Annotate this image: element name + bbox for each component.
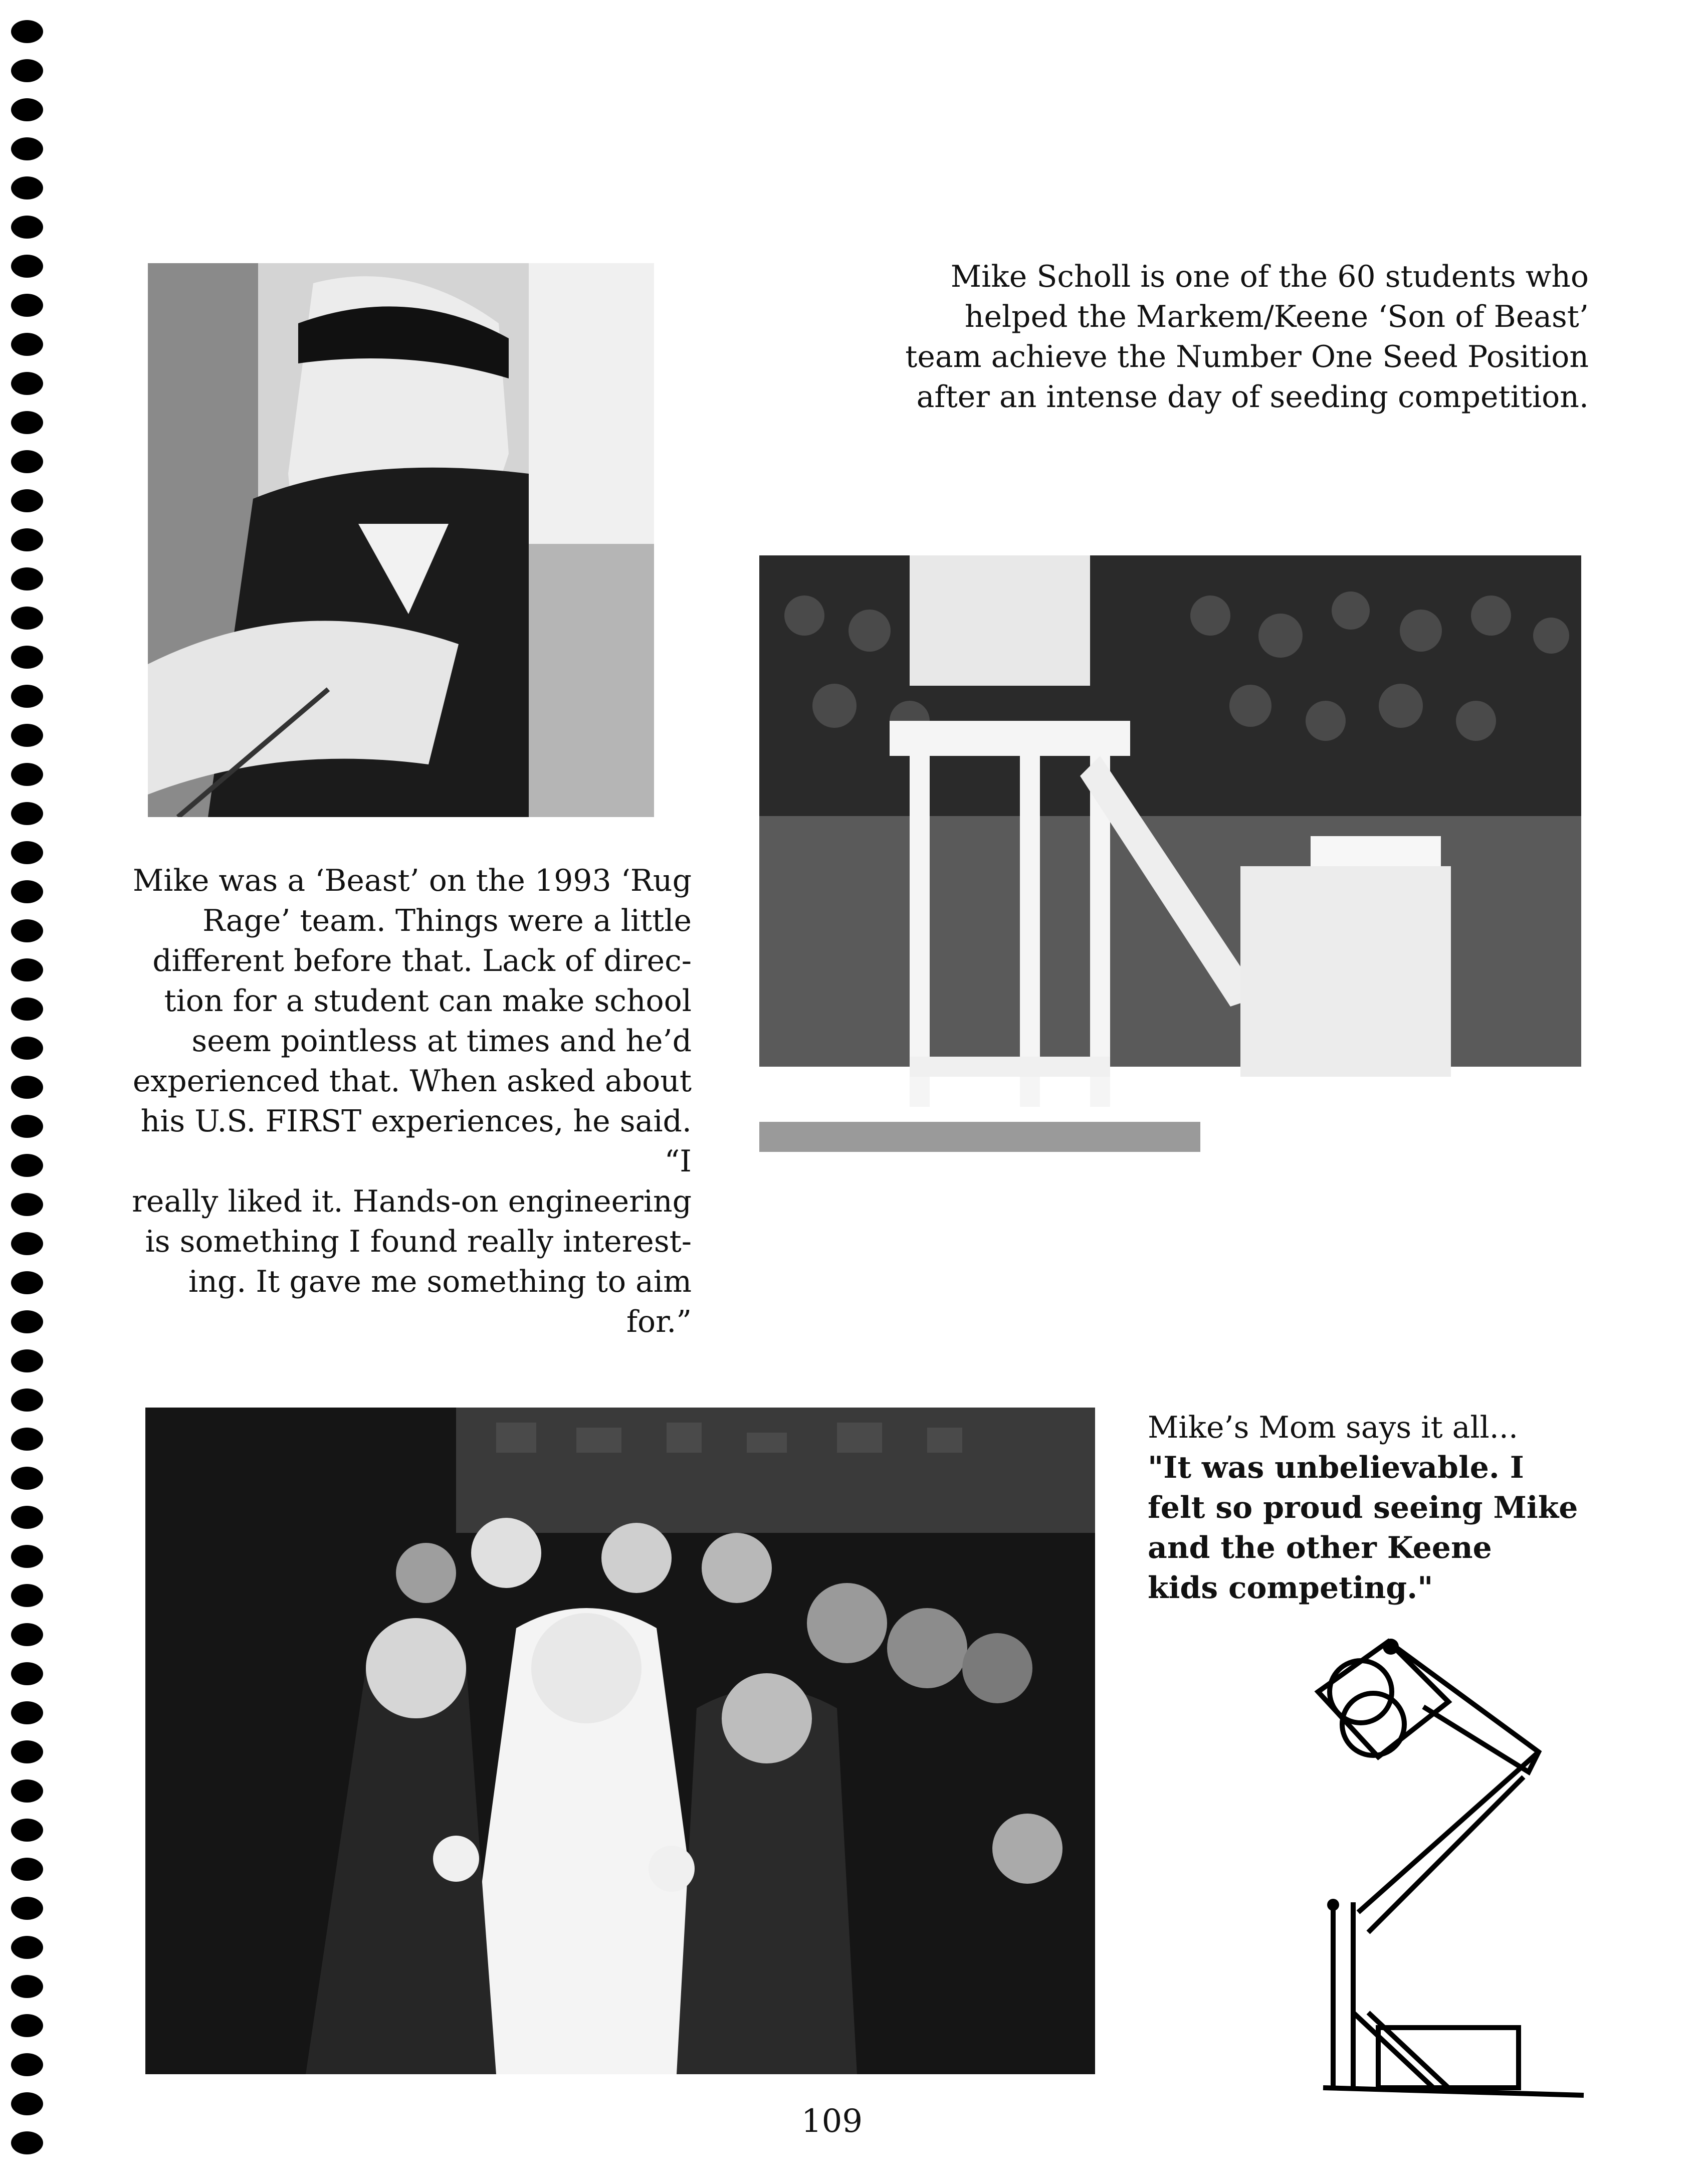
caption-line: Mike Scholl is one of the 60 students who	[950, 259, 1589, 294]
caption-line: tion for a student can make school	[164, 983, 692, 1019]
binding-hole	[11, 1662, 43, 1685]
binding-hole	[11, 1897, 43, 1920]
binding-hole	[11, 1819, 43, 1842]
binding-hole	[11, 646, 43, 669]
binding-hole	[11, 685, 43, 708]
caption-line: is something I found really interest-	[145, 1224, 692, 1259]
binding-hole	[11, 372, 43, 395]
binding-hole	[11, 607, 43, 630]
binding-hole	[11, 2014, 43, 2037]
caption-line: seem pointless at times and he’d	[191, 1024, 692, 1059]
caption-line: ing. It gave me something to aim for.”	[188, 1264, 692, 1339]
caption-line: after an intense day of seeding competition.	[916, 379, 1589, 415]
binding-hole	[11, 1545, 43, 1568]
page-number: 109	[801, 2103, 863, 2140]
caption-line: helped the Markem/Keene ‘Son of Beast’	[964, 299, 1589, 334]
binding-hole	[11, 1076, 43, 1099]
caption-line: Mike was a ‘Beast’ on the 1993 ‘Rug	[132, 863, 692, 898]
binding-hole	[11, 1975, 43, 1998]
quote-line: and the other Keene	[1148, 1530, 1492, 1565]
quote-line: "It was unbelievable. I	[1148, 1450, 1524, 1485]
caption-line: really liked it. Hands-on engineering	[132, 1184, 692, 1219]
caption-line: his U.S. FIRST experiences, he said. “I	[140, 1104, 692, 1179]
photo-mike-portrait	[148, 263, 654, 817]
binding-hole	[11, 216, 43, 239]
binding-hole	[11, 841, 43, 864]
binding-hole	[11, 1232, 43, 1255]
caption-line: team achieve the Number One Seed Position	[905, 339, 1589, 374]
binding-hole	[11, 919, 43, 942]
binding-hole	[11, 567, 43, 590]
binding-hole	[11, 2131, 43, 2154]
binding-hole	[11, 1115, 43, 1138]
binding-hole	[11, 1388, 43, 1412]
robot-drawing	[1303, 1632, 1594, 2103]
binding-hole	[11, 1701, 43, 1724]
binding-hole	[11, 1740, 43, 1763]
binding-hole	[11, 411, 43, 434]
binding-hole	[11, 1428, 43, 1451]
spiral-binding	[0, 20, 55, 2175]
binding-hole	[11, 1936, 43, 1959]
binding-hole	[11, 294, 43, 317]
binding-hole	[11, 1584, 43, 1607]
binding-hole	[11, 1506, 43, 1529]
binding-hole	[11, 176, 43, 200]
binding-hole	[11, 528, 43, 551]
binding-hole	[11, 1467, 43, 1490]
binding-hole	[11, 489, 43, 512]
binding-hole	[11, 20, 43, 43]
binding-hole	[11, 1271, 43, 1294]
caption-seed-position	[877, 257, 1589, 417]
binding-hole	[11, 958, 43, 981]
binding-hole	[11, 1193, 43, 1216]
quote-line: felt so proud seeing Mike	[1148, 1490, 1578, 1525]
binding-hole	[11, 2053, 43, 2076]
binding-hole	[11, 450, 43, 473]
binding-hole	[11, 1349, 43, 1372]
binding-hole	[11, 763, 43, 786]
binding-hole	[11, 1858, 43, 1881]
caption-rug-rage	[125, 861, 692, 1342]
caption-line: Rage’ team. Things were a little	[202, 903, 692, 938]
caption-line: experienced that. When asked about	[132, 1064, 692, 1099]
binding-hole	[11, 1779, 43, 1803]
binding-hole	[11, 724, 43, 747]
caption-line: different before that. Lack of direc-	[152, 943, 692, 978]
binding-hole	[11, 2092, 43, 2115]
binding-hole	[11, 1310, 43, 1333]
binding-hole	[11, 59, 43, 82]
photo-crowd	[145, 1408, 1095, 2074]
caption-mom-quote	[1148, 1408, 1589, 1608]
binding-hole	[11, 333, 43, 356]
photo-robot-arena	[759, 555, 1581, 1177]
binding-hole	[11, 998, 43, 1021]
caption-intro: Mike’s Mom says it all...	[1148, 1410, 1519, 1445]
binding-hole	[11, 1037, 43, 1060]
binding-hole	[11, 1154, 43, 1177]
binding-hole	[11, 880, 43, 903]
binding-hole	[11, 98, 43, 121]
binding-hole	[11, 255, 43, 278]
binding-hole	[11, 137, 43, 160]
binding-hole	[11, 1623, 43, 1646]
quote-line: kids competing."	[1148, 1570, 1433, 1606]
binding-hole	[11, 802, 43, 825]
